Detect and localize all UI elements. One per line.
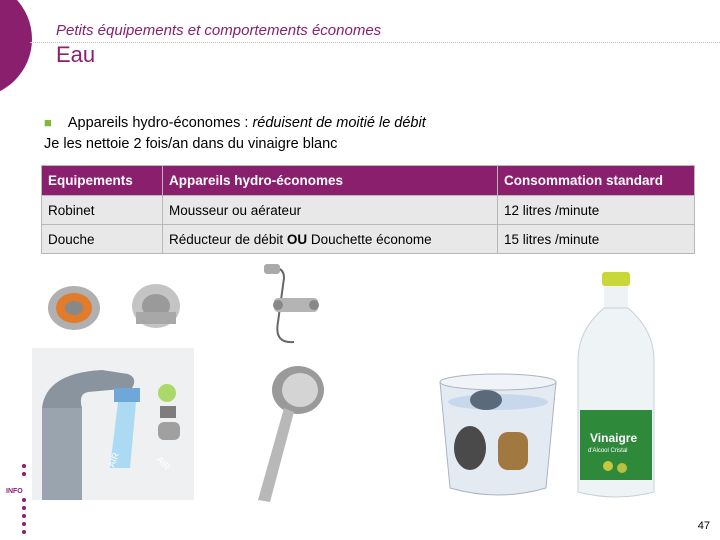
faucet-image bbox=[32, 348, 194, 500]
table-row bbox=[42, 225, 695, 254]
cell-equipement: Robinet bbox=[42, 196, 163, 225]
shower-mixer-image bbox=[248, 262, 328, 352]
cell-appareil: Mousseur ou aérateur bbox=[163, 196, 498, 225]
page-subtitle: Petits équipements et comportements économes bbox=[56, 22, 382, 39]
air-label-right: AIR bbox=[154, 454, 173, 473]
table-header-row bbox=[42, 166, 695, 196]
aerator-parts-image bbox=[32, 272, 200, 344]
cell-equipement: Douche bbox=[42, 225, 163, 254]
cell-consommation: 12 litres /minute bbox=[498, 196, 695, 225]
bottle-sublabel: d'Alcool Cristal bbox=[588, 448, 628, 454]
equipment-table bbox=[41, 165, 695, 254]
cell-consommation: 15 litres /minute bbox=[498, 225, 695, 254]
bullet-line bbox=[44, 115, 426, 131]
bottle-label: Vinaigre bbox=[590, 431, 638, 445]
header-appareils: Appareils hydro-économes bbox=[163, 166, 498, 196]
info-decoration bbox=[12, 460, 42, 540]
cell-appareil: Réducteur de débit OU Douchette économe bbox=[163, 225, 498, 254]
vinegar-bottle-image bbox=[568, 270, 664, 502]
decorative-arc bbox=[0, 0, 32, 98]
page-title: Eau bbox=[56, 42, 96, 67]
info-label: INFO bbox=[6, 488, 23, 495]
shower-head-image bbox=[244, 360, 328, 510]
cleaning-note: Je les nettoie 2 fois/an dans du vinaigre blanc bbox=[44, 136, 338, 152]
vinegar-glass-image bbox=[436, 370, 560, 500]
header-divider bbox=[30, 42, 720, 43]
bullet-text: Appareils hydro-économes : bbox=[67, 115, 253, 131]
header-consommation: Consommation standard bbox=[498, 166, 695, 196]
bullet-icon: ■ bbox=[44, 115, 52, 130]
page-number: 47 bbox=[697, 520, 710, 532]
air-label-left: AIR bbox=[106, 451, 122, 469]
header-equipements: Equipements bbox=[42, 166, 163, 196]
bullet-italic-text: réduisent de moitié le débit bbox=[252, 115, 426, 131]
table-row bbox=[42, 196, 695, 225]
